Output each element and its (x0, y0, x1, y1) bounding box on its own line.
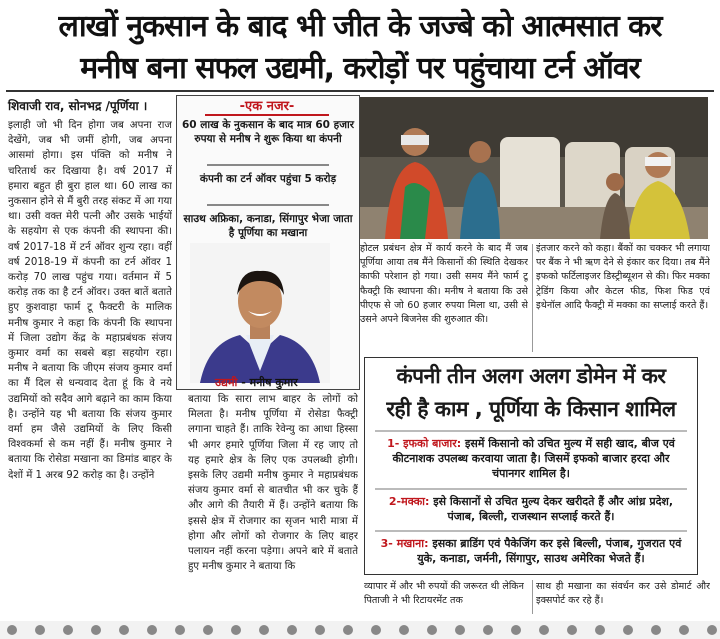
bottom-text-left: व्यापार में और भी रुपयों की जरूरत थी लेकिन पिताजी ने भी रिटायरमेंट तक (364, 581, 524, 607)
entrepreneur-photo (190, 243, 330, 383)
company-domains-box (364, 357, 698, 575)
article-column-2 (188, 392, 358, 618)
domain-item-3-text: इसका ब्राडिंग एवं पैकेजिंग कर इसे बिल्ली, पंजाब, गुजरात एवं युके, कनाडा, जर्मनी, सिंगापुर, साउथ अमेरिका भेजते हैं। (417, 537, 682, 565)
headline-line-1: लाखों नुकसान के बाद भी जीत के जज्बे को आत्मसात कर (58, 9, 662, 44)
headline-rule (6, 90, 714, 92)
domains-divider (375, 430, 687, 432)
column-divider (532, 580, 533, 614)
domain-item-3-label: 3- मखाना: (380, 537, 429, 550)
key-point-2: कंपनी का टर्न ऑवर पहुंचा 5 करोड़ (199, 173, 337, 185)
domains-heading-line-1: कंपनी तीन अलग अलग डोमेन में कर (396, 364, 666, 388)
article-column-4 (536, 242, 710, 354)
domains-divider (375, 488, 687, 490)
key-points-title: -एक नजर- (205, 96, 329, 116)
article-column-3 (360, 242, 528, 354)
article-column-1 (8, 118, 172, 618)
column-1-text: इलाही जो भी दिन होगा जब अपना राज देखेंगे, जब भी जमीं होगी, जब अपना आसमां होगा। इस पंक्ति को मनीष ने चरितार्थ कर दिखाया है। वर्ष 2017 में हमारा बहुत ही बुरा हाल था। 60 लाख का नुकसान होने से मैं बुरी तरह संकट में आ गया था। उसी वक्त मेरी पत्नी और उसके भाईयों के सहयोग से एक कंपनी की स्थापना की। वर्ष 2017-18 में टर्न ऑवर शुन्य रहा। वहीं वर्ष 2018-19 में कंपनी का टर्न ऑवर 1 करोड़ 70 लाख पहुंच गया। वर्तमान में 5 करोड़ तक का है टर्न ऑवर। उक्त बातें बताते हुए कुशवाहा फार्म टू फैक्टरी के मालिक मनीष कुमार ने कहा कि कंपनी कि स्थापना में जिला उद्योग केंद्र के महाप्रबंधक संजय कुमार वर्मा का सबसे बड़ा सहयोग रहा। मनीष ने बताया कि जीएम संजय कुमार वर्मा का मैं दिल से धन्यवाद देता हूं कि वे नये उद्यमियों को सदैव आगे बढ़ाने का काम किया है। उन्होंने यह भी बताया कि संजय कुमार वर्मा हम जैसे उद्यमियों के लिए किसी विश्वकर्मा से कम नहीं हैं। मनीष कुमार ने बताया कि रोसेडा मखाना का डिमांड बाहर के देशों में 1 अरब 92 करोड़ का है। उन्होंने (8, 120, 172, 481)
domain-item-1-label: 1- इफको बाजार: (387, 437, 462, 450)
column-4-text: इंतजार करने को कहा। बैंकों का चक्कर भी लगाया पर बैंक ने भी ऋण देने से इंकार कर दिया। तब मैंने इफको फर्टिलाइजर डिस्ट्रीब्यूशन से की। फिर मक्का ट्रेडिंग किया और केटल फीड, फिश फिड एवं इथेनॉल आदि फैक्ट्री में मक्का का सप्लाई करते हैं। (536, 243, 710, 311)
domain-item-1 (375, 436, 687, 481)
headline-line-2: मनीष बना सफल उद्यमी, करोड़ों पर पहुंचाया टर्न ऑवर (80, 51, 640, 86)
key-point-divider (207, 164, 329, 166)
bottom-text-right: साथ ही मखाना का संवर्धन कर उसे डोमार्ट और इक्सपोर्ट कर रहे हैं। (536, 581, 710, 607)
byline: शिवाजी राव, सोनभद्र /पूर्णिया । (8, 99, 148, 113)
column-divider (532, 244, 533, 352)
domains-divider (375, 530, 687, 532)
warehouse-workers-photo (360, 97, 708, 239)
domain-item-1-text: इसमें किसानो को उचित मुल्य में सही खाद, बीज एवं कीटनाशक उपलब्ध करवाया जाता है। जिसमें इफको बाजार हरदा और चंपानगर शामिल है। (392, 437, 675, 480)
key-point-divider (207, 204, 329, 206)
key-point-3: साउथ अफ्रिका, कनाडा, सिंगापुर भेजा जाता है पूर्णिया का मखाना (183, 213, 353, 239)
domains-heading-line-2: रही है काम , पूर्णिया के किसान शामिल (386, 397, 676, 421)
domain-item-2-text: इसे किसानों से उचित मुल्य देकर खरीदते हैं और आंध्र प्रदेश, पंजाब, बिल्ली, राजस्थान सप्लाई करते हैं। (433, 495, 674, 523)
caption-label: उद्यमी (215, 376, 238, 389)
decorative-footer-strip (0, 621, 720, 639)
domain-item-2-label: 2-मक्का: (388, 495, 430, 508)
domain-item-2 (375, 494, 687, 524)
column-2-text: बताया कि सारा लाभ बाहर के लोगों को मिलता है। मनीष पूर्णिया में रोसेडा फैक्ट्री लगाना चाहते हैं। ताकि रेवेन्यु का आधा हिस्सा भी अगर हमारे पूर्णिया जिला में रह जाए तो यह हमारे क्षेत्र के लिए एक उपलब्धी होगी। इसके लिए उद्यमी मनीष कुमार ने महाप्रबंधक संजय कुमार वर्मा से बातचीत भी कर चुके हैं और आगे की तैयारी में हैं। उन्होंने बताया कि इससे क्षेत्र में रोजगार का सृजन भारी मात्रा में होगा और लोगों को रोजगार के लिए बाहर पलायन नहीं करना पड़ेगा। अपने बारे में बताते हुए मनीष कुमार ने बताया कि (188, 394, 358, 573)
domain-item-3 (375, 536, 687, 566)
column-3-text: होटल प्रबंधन क्षेत्र में कार्य करने के बाद मैं जब पूर्णिया आया तब मैंने किसानों की स्थिति देखकर काफी परेशान हो गया। उसी समय मैंने फार्म टू फैक्ट्री कि स्थापना की। मनीष ने बताया कि उसे पीएफ से जो 60 हजार रुपया मिला था, उसी से उसने अपने बिजनेस की शुरुआत की। (360, 243, 528, 326)
caption-name: - मनीष कुमार (241, 376, 298, 389)
key-point-1: 60 लाख के नुकसान के बाद मात्र 60 हजार रुपया से मनीष ने शुरू किया था कंपनी (181, 119, 355, 145)
photo-caption (215, 375, 345, 390)
